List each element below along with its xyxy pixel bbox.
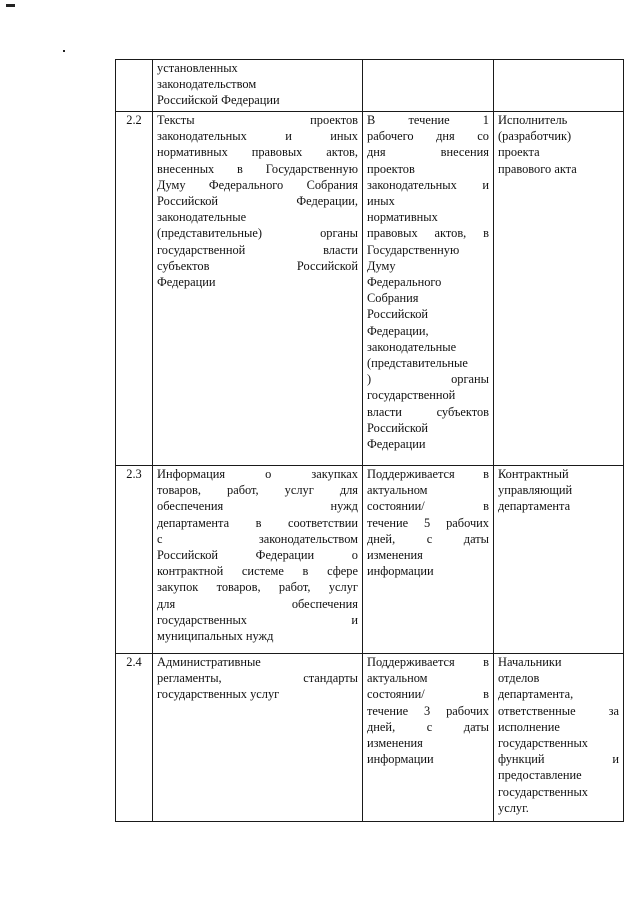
cell-line: Административные	[157, 655, 261, 669]
cell-line: (представительные) органы	[157, 226, 358, 241]
cell-line: Российской Федерации	[157, 93, 280, 108]
cell-line: Российской	[367, 307, 429, 322]
cell-line: государственных	[498, 736, 589, 751]
responsible-cell	[494, 466, 624, 654]
responsible-cell	[494, 60, 624, 112]
cell-line: Начальники	[498, 655, 562, 669]
cell-line: ответственные за	[498, 703, 619, 718]
cell-line: регламенты, стандарты	[157, 671, 358, 686]
cell-line: информации	[367, 564, 434, 579]
cell-line: информации	[367, 752, 434, 767]
cell-line: департамента в соответствии	[157, 515, 358, 530]
cell-line: дня внесения	[367, 145, 489, 160]
info-category-cell	[153, 60, 363, 112]
cell-line: законодательных и иных	[157, 129, 358, 144]
cell-line: исполнение	[498, 719, 560, 734]
cell-line: законодательные	[157, 210, 247, 225]
cell-line: Поддерживается в	[367, 467, 489, 481]
info-category-cell	[153, 654, 363, 822]
cell-line: предоставление	[498, 768, 582, 783]
cell-line: муниципальных нужд	[157, 629, 274, 644]
cell-line: Федерального	[367, 275, 442, 290]
cell-line: (представительные	[367, 356, 468, 371]
cell-line: Федерации	[157, 275, 216, 290]
cell-line: Тексты проектов	[157, 113, 358, 127]
cell-line: проектов	[367, 161, 415, 176]
cell-line: Поддерживается в	[367, 655, 489, 669]
cell-line: изменения	[367, 548, 423, 563]
cell-line: власти субъектов	[367, 404, 489, 419]
row-number	[116, 60, 153, 112]
cell-line: функций и	[498, 752, 619, 767]
table-row	[116, 466, 624, 654]
table-row	[116, 60, 624, 112]
cell-line: государственных услуг	[157, 687, 280, 702]
cell-line: государственных	[498, 784, 589, 799]
cell-line: обеспечения нужд	[157, 499, 358, 514]
responsible-cell	[494, 112, 624, 466]
placement-term-cell	[363, 112, 494, 466]
cell-line: Российской	[367, 420, 429, 435]
cell-line: правовых актов, в	[367, 226, 489, 241]
cell-line: законодательством	[157, 77, 257, 92]
scan-dot	[63, 50, 65, 52]
cell-line: государственной	[367, 388, 456, 403]
cell-line: изменения	[367, 736, 423, 751]
cell-line: ) органы	[367, 372, 489, 387]
placement-term-cell	[363, 466, 494, 654]
placement-term-cell	[363, 60, 494, 112]
cell-line: закупок товаров, работ, услуг	[157, 580, 358, 595]
cell-line: нормативных правовых актов,	[157, 145, 358, 160]
info-category-cell	[153, 112, 363, 466]
row-number: 2.4	[116, 654, 153, 822]
cell-line: субъектов Российской	[157, 258, 358, 273]
cell-line: Исполнитель	[498, 113, 568, 127]
cell-line: Думу	[367, 258, 396, 273]
cell-line: государственных и	[157, 612, 358, 627]
cell-line: законодательных и	[367, 177, 489, 192]
row-number: 2.2	[116, 112, 153, 466]
cell-line: Федерации,	[367, 323, 429, 338]
cell-line: (разработчик)	[498, 129, 572, 144]
placement-term-cell	[363, 654, 494, 822]
document-table	[115, 59, 624, 822]
table-row	[116, 654, 624, 822]
cell-line: департамента,	[498, 687, 574, 702]
cell-line: Собрания	[367, 291, 419, 306]
cell-line: дней, с даты	[367, 719, 489, 734]
cell-line: департамента	[498, 499, 571, 514]
cell-line: управляющий	[498, 483, 573, 498]
cell-line: проекта	[498, 145, 540, 160]
cell-line: установленных	[157, 61, 238, 75]
cell-line: актуальном	[367, 483, 428, 498]
cell-line: актуальном	[367, 671, 428, 686]
cell-line: внесенных в Государственную	[157, 161, 358, 176]
cell-line: Думу Федерального Собрания	[157, 177, 358, 192]
cell-line: контрактной системе в сфере	[157, 564, 358, 579]
cell-line: Информация о закупках	[157, 467, 358, 481]
cell-line: для обеспечения	[157, 596, 358, 611]
cell-line: товаров, работ, услуг для	[157, 483, 358, 498]
cell-line: законодательные	[367, 339, 457, 354]
responsible-cell	[494, 654, 624, 822]
cell-line: правового акта	[498, 161, 577, 176]
cell-line: дней, с даты	[367, 531, 489, 546]
row-number: 2.3	[116, 466, 153, 654]
cell-line: иных	[367, 194, 395, 209]
table-body	[116, 60, 624, 822]
cell-line: Контрактный	[498, 467, 569, 481]
cell-line: состоянии/ в	[367, 499, 489, 514]
cell-line: нормативных	[367, 210, 438, 225]
cell-line: Российской Федерации о	[157, 548, 358, 563]
cell-line: Российской Федерации,	[157, 194, 358, 209]
cell-line: отделов	[498, 671, 540, 686]
cell-line: течение 5 рабочих	[367, 515, 489, 530]
cell-line: течение 3 рабочих	[367, 703, 489, 718]
cell-line: рабочего дня со	[367, 129, 489, 144]
scan-mark	[6, 4, 15, 7]
cell-line: Федерации	[367, 437, 426, 452]
cell-line: состоянии/ в	[367, 687, 489, 702]
cell-line: Государственную	[367, 242, 460, 257]
cell-line: с законодательством	[157, 531, 358, 546]
table-row	[116, 112, 624, 466]
info-category-cell	[153, 466, 363, 654]
cell-line: В течение 1	[367, 113, 489, 127]
cell-line: услуг.	[498, 800, 529, 815]
cell-line: государственной власти	[157, 242, 358, 257]
